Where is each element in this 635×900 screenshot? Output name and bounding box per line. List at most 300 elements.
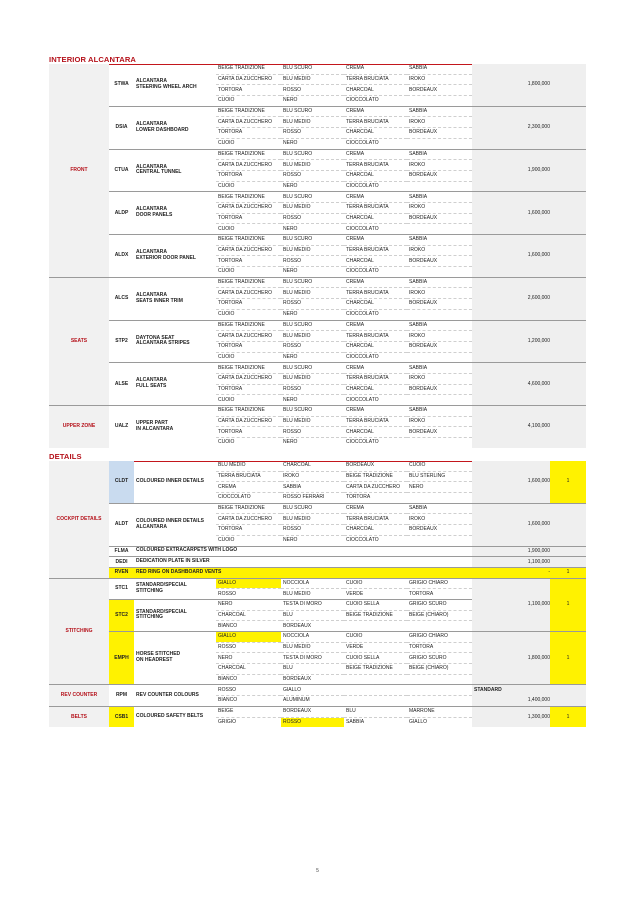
- price: 1,600,000: [525, 461, 550, 503]
- empty-cell: [407, 535, 472, 546]
- colour-option: BORDEAUX: [283, 622, 312, 629]
- colour-option: BLU: [281, 610, 344, 621]
- spacer: [472, 696, 525, 707]
- price: 1,800,000: [525, 632, 550, 685]
- colour-option: CARTA DA ZUCCHERO: [216, 160, 281, 171]
- colour-option: NERO: [283, 182, 298, 189]
- colour-option: CHARCOAL: [344, 341, 407, 352]
- colour-option: TERRA BRUCIATA: [344, 117, 407, 128]
- colour-option: BLU MEDIO: [283, 590, 311, 597]
- colour-option: SABBIA: [407, 406, 472, 417]
- colour-option: BLU MEDIO: [281, 288, 344, 299]
- colour-option: BEIGE TRADIZIONE: [344, 664, 407, 675]
- option-description: ALCANTARA DOOR PANELS: [134, 192, 216, 235]
- colour-option: NERO: [283, 268, 298, 275]
- colour-option: BLU SCURO: [281, 277, 344, 288]
- empty-cell: [344, 685, 407, 696]
- empty-cell: [407, 685, 472, 696]
- colour-option: BORDEAUX: [281, 706, 344, 717]
- colour-option: CHARCOAL: [344, 213, 407, 224]
- quantity: [550, 503, 586, 546]
- price: 1,100,000: [525, 578, 550, 631]
- empty-cell: [407, 696, 472, 707]
- colour-option: SABBIA: [407, 363, 472, 374]
- colour-option: BIANCO: [218, 697, 238, 704]
- colour-option: BLU SCURO: [281, 149, 344, 160]
- colour-option: BORDEAUX: [407, 341, 472, 352]
- option-code: EMPH: [109, 632, 134, 685]
- option-description: ALCANTARA STEERING WHEEL ARCH: [136, 78, 197, 90]
- price: 1,800,000: [525, 64, 550, 106]
- price: 1,100,000: [525, 557, 550, 568]
- quantity: [550, 149, 586, 192]
- colour-option: CIOCCOLATO: [346, 537, 379, 544]
- colour-option: TERRA BRUCIATA: [344, 160, 407, 171]
- colour-option: GIALLO: [409, 718, 428, 725]
- spacer: [472, 632, 525, 685]
- colour-option: BLU: [281, 664, 344, 675]
- option-code: RVEN: [109, 567, 134, 578]
- colour-option: ROSSO: [281, 427, 344, 438]
- category-label: STITCHING: [49, 578, 109, 685]
- colour-option: GRIGIO: [218, 718, 237, 725]
- colour-option: NERO: [283, 225, 298, 232]
- standard-label: STANDARD: [472, 685, 586, 696]
- colour-option: BLU MEDIO: [281, 331, 344, 342]
- colour-option: SABBIA: [407, 235, 472, 246]
- colour-option: CUOIO: [218, 268, 235, 275]
- colour-option: CARTA DA ZUCCHERO: [216, 288, 281, 299]
- table-row: [49, 546, 586, 557]
- table-row: [49, 632, 586, 643]
- option-code: RPM: [109, 685, 134, 706]
- option-description: COLOURED SAFETY BELTS: [134, 706, 216, 727]
- table-row: [49, 106, 586, 117]
- colour-option: BLU SCURO: [281, 320, 344, 331]
- option-description: COLOURED INNER DETAILS ALCANTARA: [134, 503, 216, 546]
- option-description: ALCANTARA FULL SEATS: [134, 363, 216, 406]
- colour-option: ROSSO: [281, 170, 344, 181]
- empty-cell: [407, 674, 472, 685]
- spacer: [472, 320, 525, 363]
- colour-option: NERO: [216, 653, 281, 664]
- quantity: [550, 106, 586, 149]
- colour-option: CHARCOAL: [344, 85, 407, 96]
- colour-option: CARTA DA ZUCCHERO: [216, 416, 281, 427]
- colour-option: CUOIO: [218, 182, 235, 189]
- spacer: [472, 64, 525, 106]
- colour-option: CHARCOAL: [344, 427, 407, 438]
- option-code: DEDI: [109, 557, 134, 568]
- spacer: [472, 406, 525, 448]
- colour-option: BEIGE (CHIARO): [407, 610, 472, 621]
- table-row: [49, 320, 586, 331]
- option-code: STC1: [109, 578, 134, 599]
- option-description: ALCANTARA SEATS INNER TRIM: [134, 277, 216, 320]
- colour-option: CUOIO: [407, 461, 472, 471]
- colour-option: TORTORA: [407, 642, 472, 653]
- colour-option: GIALLO: [281, 685, 344, 696]
- option-code: CTUA: [109, 149, 134, 192]
- colour-option: IROKO: [407, 416, 472, 427]
- colour-option: BEIGE TRADIZIONE: [344, 610, 407, 621]
- quantity: [550, 235, 586, 278]
- colour-option: GRIGIO CHIARO: [407, 578, 472, 589]
- quantity: [550, 277, 586, 320]
- colour-option: TORTORA: [216, 170, 281, 181]
- colour-option: NERO: [283, 353, 298, 360]
- spacer: [472, 192, 525, 235]
- empty-cell: [407, 395, 472, 406]
- colour-option: BLU SCURO: [281, 363, 344, 374]
- colour-option: BLU MEDIO: [281, 373, 344, 384]
- table-row: [49, 557, 586, 568]
- colour-option: CIOCCOLATO: [346, 439, 379, 446]
- colour-option: IROKO: [407, 331, 472, 342]
- colour-option: BLU MEDIO: [281, 160, 344, 171]
- colour-option: ROSSO: [281, 299, 344, 310]
- colour-option: GRIGIO SCURO: [407, 599, 472, 610]
- empty-cell: [407, 621, 472, 632]
- empty-cell: [407, 96, 472, 107]
- colour-option: CUOIO: [344, 578, 407, 589]
- colour-option: TORTORA: [216, 256, 281, 267]
- colour-option: TORTORA: [216, 341, 281, 352]
- colour-option: CREMA: [344, 363, 407, 374]
- colour-option: GRIGIO SCURO: [407, 653, 472, 664]
- colour-option: CIOCCOLATO: [346, 140, 379, 147]
- colour-option: NERO: [407, 482, 472, 493]
- category-label: BELTS: [49, 706, 109, 727]
- empty-cell: [344, 674, 407, 685]
- price: 1,600,000: [525, 192, 550, 235]
- colour-option: CIOCCOLATO: [218, 494, 251, 501]
- colour-option: CHARCOAL: [344, 256, 407, 267]
- spacer: [472, 503, 525, 546]
- colour-option: CUOIO: [218, 97, 235, 104]
- colour-option: BORDEAUX: [407, 213, 472, 224]
- table-row: [49, 192, 586, 203]
- colour-option: IROKO: [407, 202, 472, 213]
- option-description: STANDARD/SPECIAL STITCHING: [134, 578, 216, 599]
- colour-option: TERRA BRUCIATA: [344, 373, 407, 384]
- colour-option: CREMA: [344, 64, 407, 74]
- colour-option: CARTA DA ZUCCHERO: [344, 482, 407, 493]
- quantity: [550, 192, 586, 235]
- colour-option: NOCCIOLA: [281, 578, 344, 589]
- colour-option: MARRONE: [407, 706, 472, 717]
- colour-option: NERO: [283, 396, 298, 403]
- colour-option: BEIGE TRADIZIONE: [216, 406, 281, 417]
- table-row: [49, 64, 586, 74]
- colour-option: BLU SCURO: [281, 235, 344, 246]
- colour-option: SABBIA: [407, 277, 472, 288]
- colour-option: NERO: [283, 537, 298, 544]
- colour-option: BEIGE TRADIZIONE: [216, 149, 281, 160]
- colour-option: NERO: [216, 599, 281, 610]
- colour-option: BLU MEDIO: [281, 416, 344, 427]
- colour-option: BORDEAUX: [407, 299, 472, 310]
- colour-option: BLU MEDIO: [281, 642, 344, 653]
- colour-option: BLU: [344, 706, 407, 717]
- colour-option: TERRA BRUCIATA: [344, 514, 407, 525]
- colour-option: TORTORA: [409, 590, 434, 597]
- colour-option: TORTORA: [216, 427, 281, 438]
- spacer: [472, 149, 525, 192]
- table-row: [49, 685, 586, 696]
- colour-option: ROSSO: [281, 341, 344, 352]
- colour-option: CREMA: [216, 482, 281, 493]
- colour-option: SABBIA: [407, 106, 472, 117]
- option-code: ALSE: [109, 363, 134, 406]
- colour-option: ROSSO: [218, 590, 237, 597]
- option-code: STWA: [114, 81, 129, 88]
- colour-option: BLU SCURO: [281, 406, 344, 417]
- colour-option: TORTORA: [216, 128, 281, 139]
- colour-option: CARTA DA ZUCCHERO: [216, 117, 281, 128]
- price: -: [525, 567, 550, 578]
- category-label: UPPER ZONE: [49, 406, 109, 448]
- table-row: [49, 567, 586, 578]
- quantity: [550, 363, 586, 406]
- colour-option: BLU SCURO: [281, 192, 344, 203]
- colour-option: CIOCCOLATO: [346, 268, 379, 275]
- spacer: [472, 106, 525, 149]
- colour-option: CREMA: [344, 192, 407, 203]
- colour-option: CHARCOAL: [281, 461, 344, 471]
- colour-option: BEIGE TRADIZIONE: [216, 503, 281, 514]
- colour-option: CUOIO: [218, 225, 235, 232]
- price: 1,300,000: [525, 706, 550, 727]
- table-row: [49, 277, 586, 288]
- colour-option: CHARCOAL: [344, 170, 407, 181]
- interior-alcantara-table: [49, 64, 586, 448]
- colour-option: BORDEAUX: [407, 170, 472, 181]
- option-code: FLMA: [109, 546, 134, 557]
- colour-option: VERDE: [346, 590, 364, 597]
- price: 1,900,000: [525, 546, 550, 557]
- colour-option: BEIGE TRADIZIONE: [344, 471, 407, 482]
- quantity: [550, 546, 586, 557]
- colour-option: ROSSO: [281, 384, 344, 395]
- empty-cell: [407, 224, 472, 235]
- colour-option: CREMA: [344, 106, 407, 117]
- table-row: [49, 363, 586, 374]
- colour-option: TORTORA: [346, 494, 371, 501]
- colour-option: CARTA DA ZUCCHERO: [216, 514, 281, 525]
- price: 1,600,000: [525, 235, 550, 278]
- colour-option: NERO: [283, 439, 298, 446]
- colour-option: BORDEAUX: [407, 85, 472, 96]
- quantity: [550, 406, 586, 448]
- colour-option: GIALLO: [216, 632, 281, 643]
- quantity: [550, 320, 586, 363]
- colour-option: CUOIO: [344, 632, 407, 643]
- empty-cell: [407, 493, 472, 504]
- option-description: COLOURED EXTRACARPETS WITH LOGO: [134, 546, 472, 557]
- table-row: [49, 503, 586, 514]
- colour-option: BIANCO: [218, 676, 238, 683]
- colour-option: BEIGE TRADIZIONE: [216, 106, 281, 117]
- option-description: ALCANTARA EXTERIOR DOOR PANEL: [134, 235, 216, 278]
- spacer: [472, 235, 525, 278]
- colour-option: BIANCO: [218, 622, 238, 629]
- colour-option: CIOCCOLATO: [346, 97, 379, 104]
- quantity: [550, 696, 586, 707]
- colour-option: NOCCIOLA: [281, 632, 344, 643]
- colour-option: CARTA DA ZUCCHERO: [216, 245, 281, 256]
- colour-option: CARTA DA ZUCCHERO: [216, 331, 281, 342]
- colour-option: SABBIA: [407, 192, 472, 203]
- colour-option: CREMA: [344, 235, 407, 246]
- category-label: COCKPIT DETAILS: [49, 461, 109, 578]
- colour-option: BORDEAUX: [407, 384, 472, 395]
- colour-option: CUOIO: [218, 140, 235, 147]
- colour-option: IROKO: [281, 471, 344, 482]
- table-row: [49, 149, 586, 160]
- option-code: DSIA: [109, 106, 134, 149]
- colour-option: CREMA: [344, 320, 407, 331]
- colour-option: BLU MEDIO: [281, 74, 344, 85]
- colour-option: TORTORA: [216, 384, 281, 395]
- colour-option: IROKO: [407, 245, 472, 256]
- colour-option: BEIGE TRADIZIONE: [216, 320, 281, 331]
- colour-option: NERO: [283, 311, 298, 318]
- spacer: [472, 706, 525, 727]
- colour-option: TORTORA: [216, 525, 281, 536]
- colour-option: CHARCOAL: [344, 384, 407, 395]
- colour-option: ALUMINUM: [283, 697, 310, 704]
- colour-option: CARTA DA ZUCCHERO: [216, 373, 281, 384]
- option-description: DAYTONA SEAT ALCANTARA STRIPES: [134, 320, 216, 363]
- colour-option: CUOIO: [218, 353, 235, 360]
- colour-option: CIOCCOLATO: [346, 225, 379, 232]
- colour-option: BLU SCURO: [281, 106, 344, 117]
- colour-option: TORTORA: [216, 213, 281, 224]
- colour-option: CIOCCOLATO: [346, 396, 379, 403]
- colour-option: TERRA BRUCIATA: [344, 416, 407, 427]
- spacer: [472, 546, 525, 557]
- colour-option: CARTA DA ZUCCHERO: [216, 202, 281, 213]
- price: 1,400,000: [525, 696, 550, 707]
- option-description: HORSE STITCHED ON HEADREST: [134, 632, 216, 685]
- empty-cell: [407, 352, 472, 363]
- table-row: [49, 578, 586, 589]
- colour-option: SABBIA: [281, 482, 344, 493]
- spacer: [472, 277, 525, 320]
- colour-option: TERRA BRUCIATA: [344, 245, 407, 256]
- colour-option: NERO: [283, 140, 298, 147]
- colour-option: IROKO: [407, 514, 472, 525]
- colour-option: BEIGE TRADIZIONE: [216, 363, 281, 374]
- option-description: RED RING ON DASHBOARD VENTS: [134, 567, 472, 578]
- colour-option: ROSSO: [281, 525, 344, 536]
- colour-option: ROSSO FERRARI: [283, 494, 325, 501]
- colour-option: BORDEAUX: [344, 461, 407, 471]
- option-code: STC2: [109, 599, 134, 631]
- colour-option: TERRA BRUCIATA: [344, 74, 407, 85]
- spacer: [472, 461, 525, 503]
- option-description: ALCANTARA LOWER DASHBOARD: [134, 106, 216, 149]
- spacer: [472, 363, 525, 406]
- colour-option: CIOCCOLATO: [346, 353, 379, 360]
- colour-option: CUOIO: [218, 396, 235, 403]
- table-row: [49, 461, 586, 471]
- empty-cell: [407, 309, 472, 320]
- colour-option: BORDEAUX: [407, 427, 472, 438]
- colour-option: ROSSO: [281, 85, 344, 96]
- colour-option: SABBIA: [407, 503, 472, 514]
- colour-option: CARTA DA ZUCCHERO: [216, 74, 281, 85]
- table-row: [49, 706, 586, 717]
- colour-option: ROSSO: [281, 717, 344, 727]
- quantity: 1: [550, 578, 586, 631]
- colour-option: TERRA BRUCIATA: [216, 471, 281, 482]
- colour-option: BLU STERLING: [407, 471, 472, 482]
- option-code: ALDP: [109, 192, 134, 235]
- price: 4,100,000: [525, 406, 550, 448]
- page-number: 5: [316, 868, 319, 874]
- colour-option: VERDE: [344, 642, 407, 653]
- colour-option: CUOIO: [218, 537, 235, 544]
- colour-option: GIALLO: [216, 578, 281, 589]
- colour-option: TORTORA: [216, 299, 281, 310]
- option-description: REV COUNTER COLOURS: [134, 685, 216, 706]
- spacer: [472, 578, 525, 631]
- colour-option: CREMA: [344, 406, 407, 417]
- quantity: 1: [550, 632, 586, 685]
- category-label: FRONT: [49, 64, 109, 277]
- category-label: REV COUNTER: [49, 685, 109, 706]
- colour-option: CUOIO SELLA: [344, 599, 407, 610]
- colour-option: IROKO: [407, 74, 472, 85]
- colour-option: BORDEAUX: [407, 128, 472, 139]
- price: 2,300,000: [525, 106, 550, 149]
- colour-option: BLU SCURO: [281, 503, 344, 514]
- section-title-details: DETAILS: [49, 452, 82, 461]
- colour-option: GRIGIO CHIARO: [407, 632, 472, 643]
- colour-option: CIOCCOLATO: [346, 311, 379, 318]
- colour-option: NERO: [283, 97, 298, 104]
- colour-option: TERRA BRUCIATA: [344, 331, 407, 342]
- table-row: [49, 235, 586, 246]
- colour-option: BLU SCURO: [281, 64, 344, 74]
- colour-option: BLU MEDIO: [281, 514, 344, 525]
- colour-option: TESTA DI MORO: [281, 599, 344, 610]
- quantity: 1: [550, 706, 586, 727]
- colour-option: BLU MEDIO: [281, 202, 344, 213]
- colour-option: ROSSO: [216, 642, 281, 653]
- empty-cell: [407, 267, 472, 278]
- colour-option: CUOIO: [218, 311, 235, 318]
- colour-option: BLU MEDIO: [281, 117, 344, 128]
- option-code: ALDX: [109, 235, 134, 278]
- colour-option: SABBIA: [346, 718, 365, 725]
- colour-option: BEIGE (CHIARO): [407, 664, 472, 675]
- colour-option: IROKO: [407, 373, 472, 384]
- empty-cell: [407, 181, 472, 192]
- colour-option: CHARCOAL: [344, 525, 407, 536]
- option-code: ALDT: [109, 503, 134, 546]
- colour-option: TERRA BRUCIATA: [344, 202, 407, 213]
- price: 4,600,000: [525, 363, 550, 406]
- empty-cell: [407, 438, 472, 448]
- option-code: ALCS: [109, 277, 134, 320]
- colour-option: TESTA DI MORO: [281, 653, 344, 664]
- option-description: UPPER PART IN ALCANTARA: [134, 406, 216, 448]
- empty-cell: [344, 696, 407, 707]
- colour-option: BORDEAUX: [407, 256, 472, 267]
